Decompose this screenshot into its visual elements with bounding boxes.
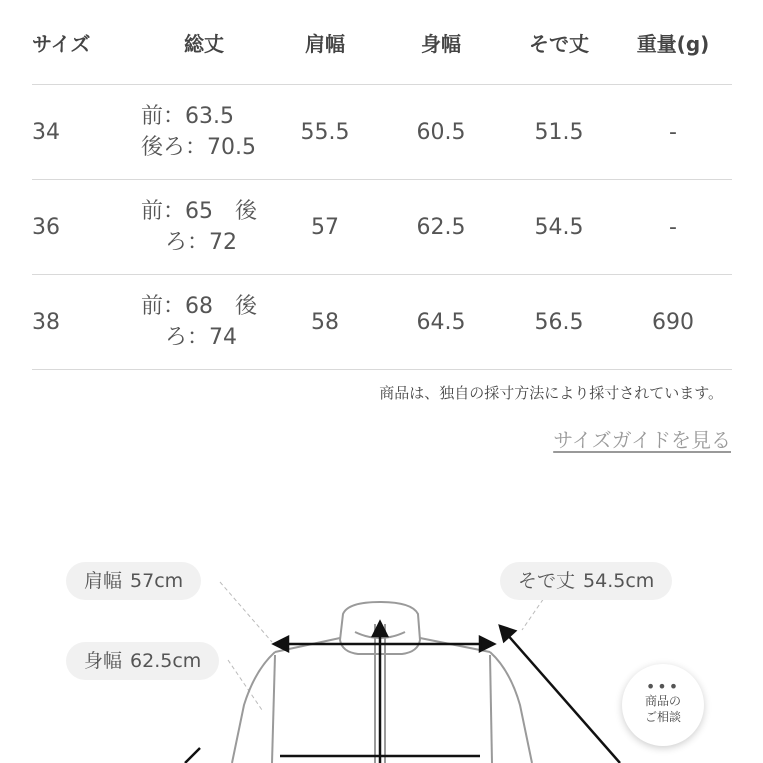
measurement-note: 商品は、独自の採寸方法により採寸されています。: [379, 384, 723, 402]
total-length-line1: 前：63.5: [141, 104, 234, 129]
cell-size: 38: [32, 309, 60, 335]
cell-weight: -: [669, 119, 677, 145]
cell-sleeve-length: 56.5: [534, 309, 584, 335]
header-total-length: 総丈: [184, 31, 224, 56]
size-table: [32, 0, 732, 370]
cell-total-length: [124, 85, 284, 179]
header-shoulder-width: 肩幅: [305, 31, 345, 56]
total-length-line2: 後ろ：70.5: [141, 135, 256, 160]
cell-weight: -: [669, 214, 677, 240]
size-table-header: [32, 0, 732, 85]
header-body-width: 身幅: [421, 31, 461, 56]
table-row: [32, 85, 732, 180]
size-guide-link[interactable]: サイズガイドを見る: [553, 428, 731, 452]
cell-size: 36: [32, 214, 60, 240]
cell-weight: 690: [652, 309, 694, 335]
sleeve-length-value: 54.5cm: [583, 570, 655, 592]
header-size: サイズ: [32, 31, 91, 56]
shoulder-width-value: 57cm: [130, 570, 184, 592]
more-dots-icon: •••: [645, 677, 681, 696]
sleeve-length-label: [500, 562, 672, 600]
table-row: [32, 180, 732, 275]
chat-button-line2: ご相談: [644, 710, 681, 724]
total-length-line1: 前：65 後: [141, 199, 257, 224]
sleeve-length-label-text: そで丈: [518, 570, 576, 592]
shoulder-arrow-left-head: [274, 637, 288, 651]
table-row: [32, 275, 732, 370]
cell-total-length: [124, 180, 284, 274]
cell-sleeve-length: 51.5: [534, 119, 584, 145]
cell-body-width: 64.5: [416, 309, 466, 335]
shoulder-width-label-text: 肩幅: [84, 570, 123, 592]
cell-shoulder-width: 57: [311, 214, 339, 240]
shoulder-width-label: [66, 562, 201, 600]
total-length-line2: ろ：74: [165, 325, 237, 350]
shoulder-arrow-right-head: [480, 637, 494, 651]
cell-size: 34: [32, 119, 60, 145]
sleeve-arrow-head: [500, 626, 515, 641]
header-sleeve-length: そで丈: [529, 31, 589, 56]
total-length-line1: 前：68 後: [141, 294, 257, 319]
body-arrow: [185, 748, 200, 763]
body-width-value: 62.5cm: [130, 650, 202, 672]
product-consultation-button[interactable]: [622, 664, 704, 746]
measurement-arrows: [185, 622, 620, 763]
chat-button-line1: 商品の: [644, 694, 681, 708]
sleeve-arrow: [505, 632, 620, 763]
total-length-line2: ろ：72: [165, 230, 237, 255]
body-width-label-text: 身幅: [84, 650, 123, 672]
cell-shoulder-width: 55.5: [300, 119, 350, 145]
cell-total-length: [124, 275, 284, 369]
cell-shoulder-width: 58: [311, 309, 339, 335]
cell-body-width: 60.5: [416, 119, 466, 145]
cell-body-width: 62.5: [416, 214, 466, 240]
cell-sleeve-length: 54.5: [534, 214, 584, 240]
body-width-label: [66, 642, 219, 680]
header-weight: 重量(g): [636, 31, 710, 56]
